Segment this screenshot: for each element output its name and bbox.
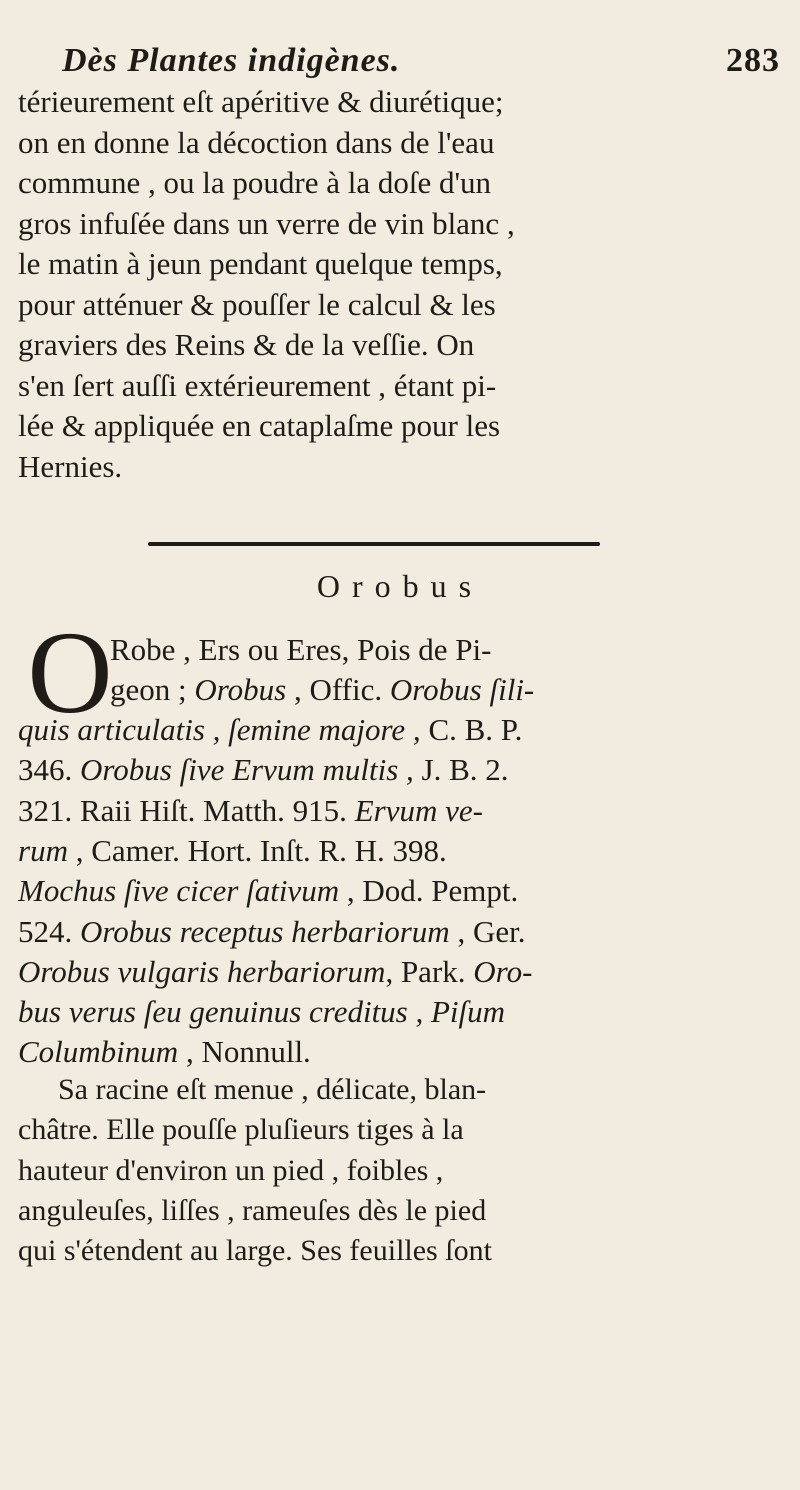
italic-segment: Orobus ſili- bbox=[389, 672, 535, 707]
text-segment: 346. bbox=[18, 752, 80, 788]
running-title: Dès Plantes indigènes. bbox=[62, 42, 401, 79]
text-line: commune , ou la poudre à la doſe d'un bbox=[18, 165, 492, 200]
text-line bbox=[18, 871, 782, 911]
text-segment: , Offic. bbox=[286, 672, 390, 707]
text-segment: , Camer. Hort. Inſt. R. H. 398. bbox=[67, 832, 447, 868]
text-line bbox=[18, 710, 782, 750]
text-segment: , Park. bbox=[385, 953, 474, 989]
text-line: pour atténuer & pouſſer le calcul & les bbox=[18, 286, 496, 322]
text-line: s'en ſert auſſi extérieurement , étant pi- bbox=[18, 367, 497, 403]
text-line: graviers des Reins & de la veſſie. On bbox=[18, 327, 475, 362]
text-line bbox=[18, 791, 782, 831]
italic-segment: Oro- bbox=[473, 953, 533, 989]
text-segment: , Ger. bbox=[449, 913, 526, 949]
italic-segment: rum bbox=[18, 832, 68, 868]
text-segment: Robe , Ers ou Eres, Pois de Pi- bbox=[110, 632, 492, 667]
text-line: le matin à jeun pendant quelque temps, bbox=[18, 246, 503, 281]
italic-segment: Orobus receptus herbariorum bbox=[80, 913, 450, 949]
section-title: Orobus bbox=[316, 568, 484, 604]
text-line bbox=[18, 831, 782, 871]
text-segment: J. B. 2. bbox=[413, 752, 509, 788]
text-line: on en donne la décoction dans de l'eau bbox=[18, 124, 495, 160]
text-line bbox=[110, 630, 782, 670]
page-number: 283 bbox=[726, 42, 780, 79]
text-segment: geon ; bbox=[110, 672, 195, 707]
text-line: hauteur d'environ un pied , foibles , bbox=[18, 1153, 444, 1187]
italic-segment: Orobus ſive Ervum multis , bbox=[80, 752, 414, 788]
text-segment: , Dod. Pempt. bbox=[339, 873, 519, 909]
text-line: Hernies. bbox=[18, 448, 123, 484]
italic-segment: Ervum ve- bbox=[354, 792, 483, 828]
italic-segment: quis articulatis , ſemine majore , bbox=[18, 712, 421, 747]
italic-segment: Mochus ſive cicer ſativum bbox=[18, 873, 340, 909]
text-segment: C. B. P. bbox=[420, 712, 523, 747]
text-line: térieurement eſt apéritive & diurétique; bbox=[18, 84, 504, 119]
drop-cap: O bbox=[27, 607, 113, 738]
text-line bbox=[18, 750, 782, 790]
text-line: gros infuſée dans un verre de vin blanc , bbox=[18, 205, 515, 241]
text-line bbox=[110, 670, 782, 710]
text-line bbox=[18, 912, 782, 952]
text-line bbox=[18, 1032, 782, 1072]
text-line: châtre. Elle pouſſe pluſieurs tiges à la bbox=[18, 1113, 464, 1147]
text-line: Sa racine eſt menue , délicate, blan- bbox=[58, 1073, 487, 1106]
text-segment: , Nonnull. bbox=[178, 1034, 311, 1070]
italic-segment: Columbinum bbox=[18, 1034, 179, 1070]
section-divider bbox=[148, 542, 600, 546]
text-line bbox=[18, 952, 782, 992]
italic-segment: Orobus bbox=[194, 672, 287, 707]
text-segment: 321. Raii Hiſt. Matth. 915. bbox=[18, 792, 355, 828]
italic-segment: bus verus ſeu genuinus creditus , Piſum bbox=[18, 994, 506, 1030]
text-line: anguleuſes, liſſes , rameuſes dès le pied bbox=[18, 1193, 487, 1227]
italic-segment: Orobus vulgaris herbariorum bbox=[18, 953, 386, 989]
running-header bbox=[62, 42, 780, 86]
text-line: qui s'étendent au large. Ses feuilles ſont bbox=[18, 1234, 492, 1268]
text-line: lée & appliquée en cataplaſme pour les bbox=[18, 408, 501, 443]
text-segment: 524. bbox=[18, 913, 80, 949]
text-line bbox=[18, 992, 782, 1032]
